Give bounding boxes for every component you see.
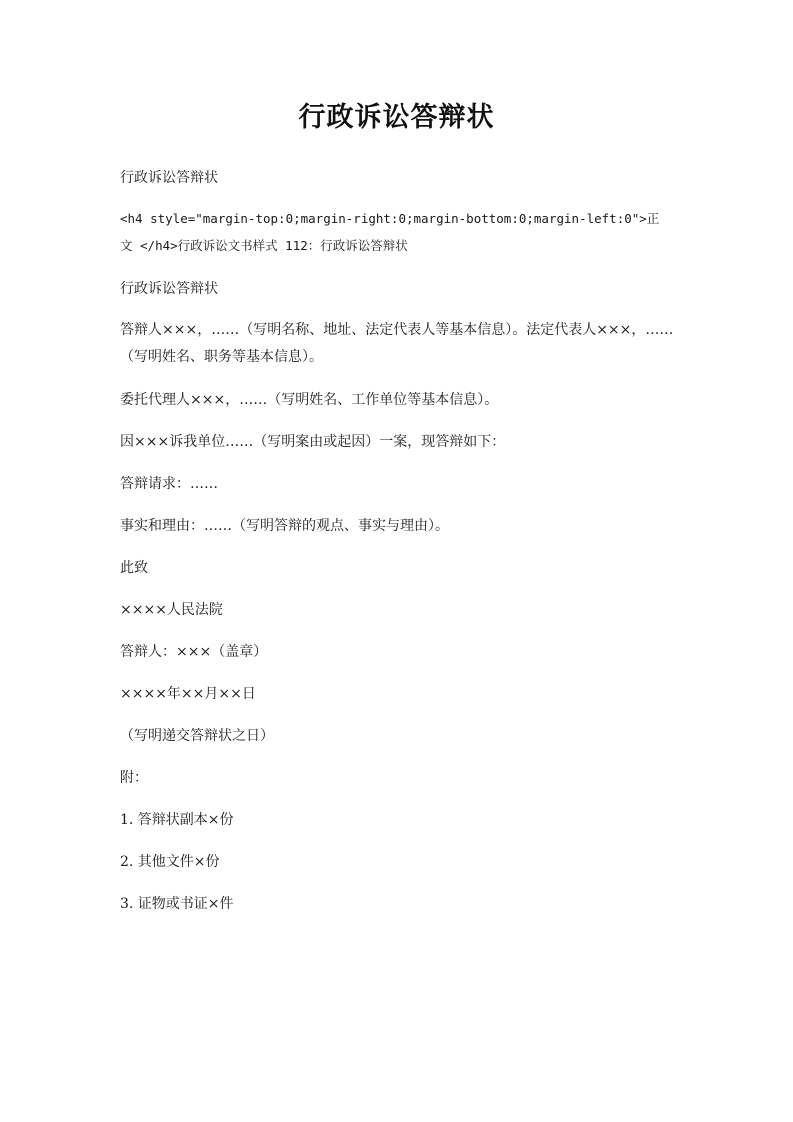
paragraph-heading: 行政诉讼答辩状 (120, 170, 218, 186)
paragraph-agent: 委托代理人×××，……（写明姓名、工作单位等基本信息）。 (120, 392, 499, 408)
paragraph-date-note: （写明递交答辩状之日） (120, 728, 274, 744)
paragraph-request: 答辩请求：…… (120, 476, 218, 492)
paragraph-court: ××××人民法院 (120, 602, 223, 618)
paragraph-case: 因×××诉我单位……（写明案由或起因）一案，现答辩如下： (120, 434, 506, 450)
paragraph-html-snippet: <h4 style="margin-top:0;margin-right:0;margin-bottom:0;margin-left:0">正 文 </h4>行政诉讼文书样式 112：行政诉讼答辩状 (120, 211, 660, 253)
paragraph-subheading: 行政诉讼答辩状 (120, 281, 218, 297)
paragraph-salutation: 此致 (120, 560, 148, 576)
paragraph-date: ××××年××月××日 (120, 686, 256, 702)
attachment-item-1: 1. 答辩状副本×份 (120, 812, 234, 828)
paragraph-signature: 答辩人：×××（盖章） (120, 644, 268, 660)
paragraph-respondent: 答辩人×××，……（写明名称、地址、法定代表人等基本信息）。法定代表人×××，……（写明姓名、职务等基本信息）。 (120, 322, 674, 365)
attachment-item-3: 3. 证物或书证×件 (120, 896, 234, 912)
document-title: 行政诉讼答辩状 (298, 102, 495, 133)
paragraph-attachments-label: 附： (120, 770, 148, 786)
paragraph-facts: 事实和理由：……（写明答辩的观点、事实与理由）。 (120, 518, 449, 534)
attachment-item-2: 2. 其他文件×份 (120, 854, 220, 870)
